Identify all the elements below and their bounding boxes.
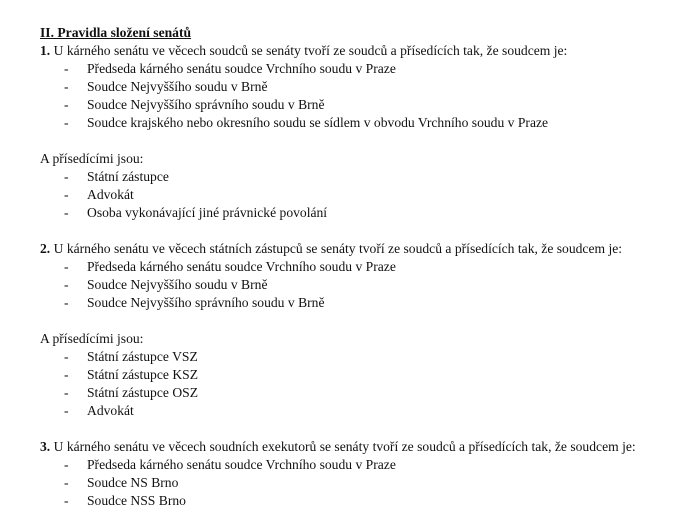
rule-2-judges-list <box>40 258 680 312</box>
dash-bullet: - <box>64 115 69 130</box>
dash-bullet: - <box>64 403 69 418</box>
list-item: - Soudce NSS Brno <box>64 493 186 508</box>
dash-bullet: - <box>64 97 69 112</box>
dash-bullet: - <box>64 475 69 490</box>
rule-3-judges-list <box>40 456 680 510</box>
dash-bullet: - <box>64 259 69 274</box>
dash-bullet: - <box>64 61 69 76</box>
spacer <box>40 222 680 240</box>
spacer <box>40 312 680 330</box>
list-item: - Státní zástupce OSZ <box>64 385 198 400</box>
section-heading: II. Pravidla složení senátů <box>40 25 192 40</box>
list-item: - Advokát <box>64 187 134 202</box>
list-item: - Státní zástupce VSZ <box>64 349 198 364</box>
dash-bullet: - <box>64 493 69 508</box>
document-page <box>40 24 680 510</box>
rule-text: U kárného senátu ve věcech státních zástupců se senáty tvoří ze soudců a přísedících tak, že soudcem je: <box>50 241 623 256</box>
dash-bullet: - <box>64 79 69 94</box>
rule-number: 1. <box>40 43 51 58</box>
rule-text: U kárného senátu ve věcech soudních exekutorů se senáty tvoří ze soudců a přísedících tak, že soudcem je: <box>50 439 636 454</box>
spacer <box>40 132 680 150</box>
list-item: - Státní zástupce <box>64 169 169 184</box>
rule-2-assessors-label: A přísedícími jsou: <box>40 331 144 346</box>
rule-1-intro <box>40 42 680 60</box>
dash-bullet: - <box>64 385 69 400</box>
spacer <box>40 420 680 438</box>
list-item: - Soudce krajského nebo okresního soudu se sídlem v obvodu Vrchního soudu v Praze <box>64 115 549 130</box>
dash-bullet: - <box>64 187 69 202</box>
list-item: - Předseda kárného senátu soudce Vrchního soudu v Praze <box>64 259 396 274</box>
list-item: - Soudce Nejvyššího soudu v Brně <box>64 277 268 292</box>
list-item: - Soudce Nejvyššího správního soudu v Brně <box>64 295 325 310</box>
dash-bullet: - <box>64 169 69 184</box>
dash-bullet: - <box>64 349 69 364</box>
rule-2-assessors-list <box>40 348 680 420</box>
dash-bullet: - <box>64 367 69 382</box>
list-item: - Předseda kárného senátu soudce Vrchního soudu v Praze <box>64 457 396 472</box>
list-item: - Advokát <box>64 403 134 418</box>
list-item: - Státní zástupce KSZ <box>64 367 198 382</box>
dash-bullet: - <box>64 457 69 472</box>
list-item: - Předseda kárného senátu soudce Vrchního soudu v Praze <box>64 61 396 76</box>
list-item: - Osoba vykonávající jiné právnické povolání <box>64 205 328 220</box>
list-item: - Soudce Nejvyššího soudu v Brně <box>64 79 268 94</box>
dash-bullet: - <box>64 205 69 220</box>
list-item: - Soudce Nejvyššího správního soudu v Brně <box>64 97 325 112</box>
list-item: - Soudce NS Brno <box>64 475 179 490</box>
rule-1-judges-list <box>40 60 680 132</box>
rule-number: 3. <box>40 439 51 454</box>
rule-text: U kárného senátu ve věcech soudců se senáty tvoří ze soudců a přísedících tak, že soudcem je: <box>50 43 568 58</box>
rule-1-assessors-label: A přísedícími jsou: <box>40 151 144 166</box>
dash-bullet: - <box>64 277 69 292</box>
rule-number: 2. <box>40 241 51 256</box>
rule-1-assessors-list <box>40 168 680 222</box>
dash-bullet: - <box>64 295 69 310</box>
rule-2-intro <box>40 240 680 258</box>
rule-3-intro <box>40 438 680 456</box>
